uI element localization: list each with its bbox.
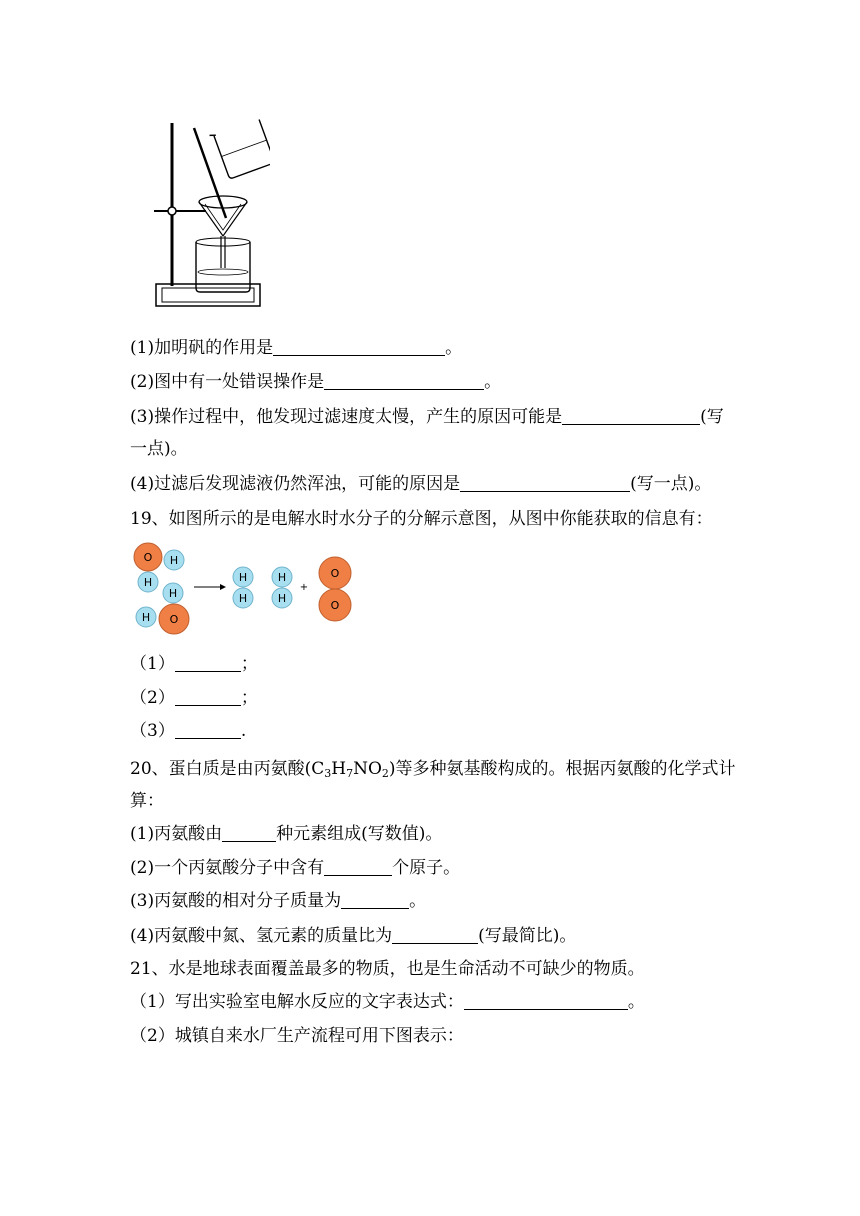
answer-blank[interactable] — [222, 824, 276, 842]
filtration-apparatus-figure — [150, 118, 270, 312]
q21-item-1: （1）写出实验室电解水反应的文字表达式： 。 — [130, 992, 645, 1012]
q21-item-2: （2）城镇自来水厂生产流程可用下图表示： — [130, 1026, 464, 1046]
q18-item-2: (2)图中有一处错误操作是 。 — [130, 372, 502, 392]
answer-blank[interactable] — [175, 654, 241, 672]
answer-blank[interactable] — [175, 688, 241, 706]
oxygen-label: O — [143, 551, 153, 564]
q19-item-3: （3） . — [130, 721, 247, 741]
q20-stem-cont: 算： — [130, 791, 164, 811]
q19-stem: 19、如图所示的是电解水时水分子的分解示意图，从图中你能获取的信息有： — [130, 509, 713, 529]
q20-stem: 20、蛋白质是由丙氨酸$(C_3H_7NO_2)$等多种氨基酸构成的。根据丙氨酸的化学式计 — [130, 759, 736, 780]
oxygen-label: O — [169, 613, 179, 626]
q19-item-1: （1） ； — [130, 654, 258, 674]
q21-stem: 21、水是地球表面覆盖最多的物质，也是生命活动不可缺少的物质。 — [130, 959, 645, 979]
answer-blank[interactable] — [324, 372, 484, 390]
q20-item-4: (4)丙氨酸中氮、氢元素的质量比为 (写最简比)。 — [130, 926, 577, 946]
q18-item-3: (3)操作过程中，他发现过滤速度太慢，产生的原因可能是 (写 — [130, 407, 724, 427]
q18-item-4: (4)过滤后发现滤液仍然浑浊，可能的原因是 (写一点)。 — [130, 474, 712, 494]
water-electrolysis-diagram — [128, 540, 358, 636]
hydrogen-label: H — [277, 571, 287, 584]
q19-item-2: （2） ； — [130, 688, 258, 708]
answer-blank[interactable] — [562, 407, 700, 425]
hydrogen-label: H — [141, 611, 151, 624]
answer-blank[interactable] — [175, 721, 241, 739]
hydrogen-label: H — [143, 576, 153, 589]
hydrogen-label: H — [277, 592, 287, 605]
q20-item-2: (2)一个丙氨酸分子中含有 个原子。 — [130, 858, 461, 878]
oxygen-label: O — [330, 599, 340, 612]
answer-blank[interactable] — [273, 338, 445, 356]
q18-item-1: (1)加明矾的作用是 。 — [130, 338, 463, 358]
q20-item-3: (3)丙氨酸的相对分子质量为 。 — [130, 891, 427, 911]
answer-blank[interactable] — [392, 926, 478, 944]
answer-blank[interactable] — [460, 474, 630, 492]
plus-sign: + — [299, 582, 309, 593]
hydrogen-label: H — [168, 587, 178, 600]
answer-blank[interactable] — [324, 858, 392, 876]
answer-blank[interactable] — [341, 891, 409, 909]
hydrogen-label: H — [238, 592, 248, 605]
hydrogen-label: H — [169, 554, 179, 567]
hydrogen-label: H — [238, 571, 248, 584]
answer-blank[interactable] — [464, 992, 628, 1010]
oxygen-label: O — [330, 567, 340, 580]
q20-item-1: (1)丙氨酸由 种元素组成(写数值)。 — [130, 824, 443, 844]
q18-item-3-cont: 一点)。 — [130, 439, 188, 459]
